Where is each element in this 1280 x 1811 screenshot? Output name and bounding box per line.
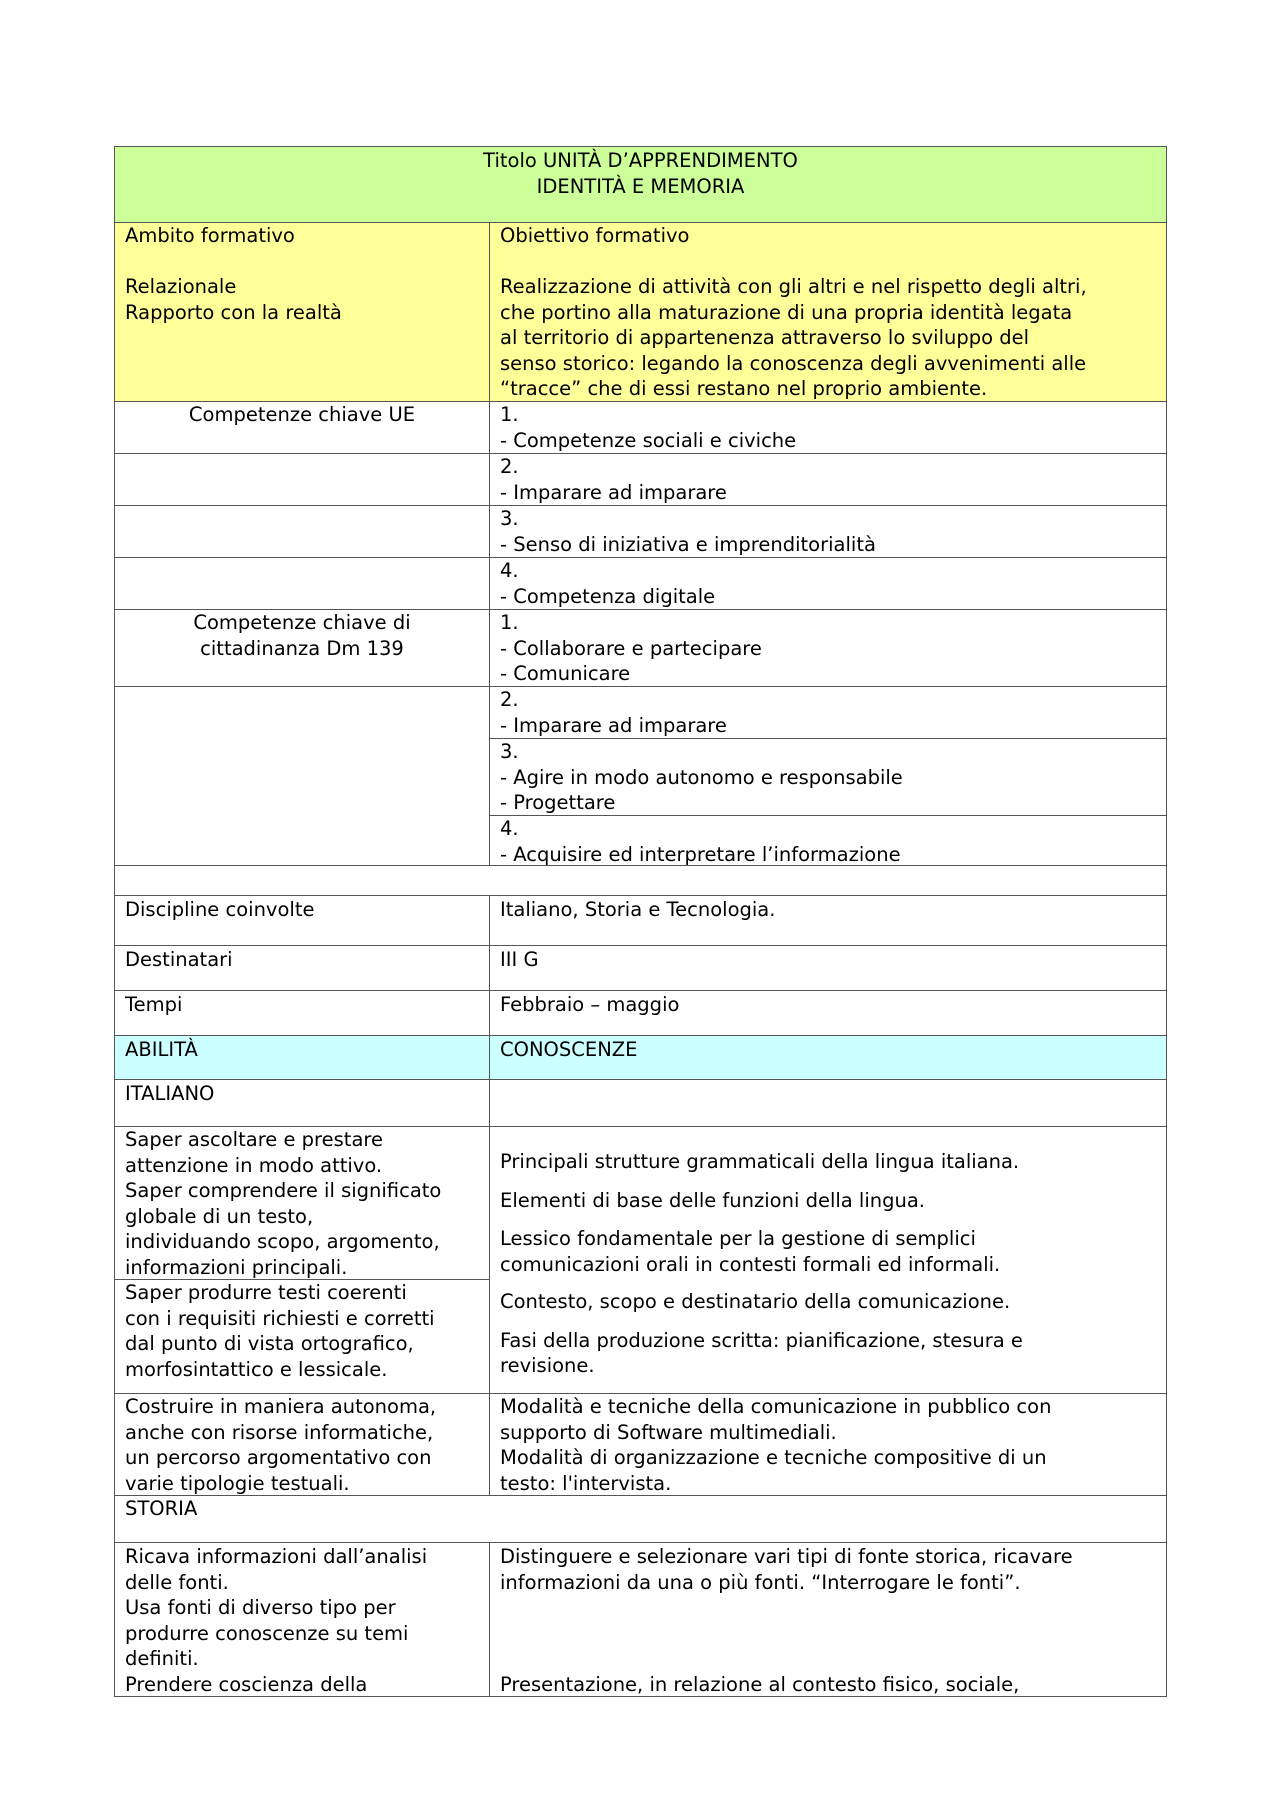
item-text: - Comunicare: [500, 662, 631, 685]
obiettivo-line: che portino alla maturazione di una propria identità legata: [500, 300, 1073, 324]
conoscenze-line: Contesto, scopo e destinatario della comunicazione.: [500, 1290, 1011, 1313]
ambito-cell: [114, 222, 490, 402]
ambito-value-2: Rapporto con la realtà: [125, 300, 342, 324]
competenze-cittadinanza-item-4: [489, 815, 1167, 866]
abilita-header: ABILITÀ: [114, 1035, 490, 1080]
abilita-line: morfosintattico e lessicale.: [125, 1357, 388, 1381]
competenze-ue-row-4: [114, 557, 1167, 610]
conoscenze-line: Principali strutture grammaticali della lingua italiana.: [500, 1150, 1020, 1173]
storia-conoscenze: [489, 1542, 1167, 1697]
abilita-line: Saper produrre testi coerenti: [125, 1281, 407, 1304]
discipline-row: [114, 895, 1167, 946]
italiano-abilita-c: [114, 1393, 490, 1496]
abilita-line: Saper comprendere il significato: [125, 1179, 442, 1202]
italiano-content-row: [114, 1126, 1167, 1394]
conoscenze-line: Modalità di organizzazione e tecniche compositive di un: [500, 1446, 1047, 1469]
italiano-conoscenze: [489, 1126, 1167, 1394]
competenze-cittadinanza-label: [114, 609, 490, 687]
empty-cell: [114, 557, 490, 610]
item-text: - Competenze sociali e civiche: [500, 428, 797, 452]
conoscenze-line: Presentazione, in relazione al contesto fisico, sociale,: [500, 1672, 1020, 1696]
item-text: - Imparare ad imparare: [500, 480, 727, 504]
item-text: - Progettare: [500, 791, 616, 814]
item-number: 3.: [500, 507, 519, 530]
storia-row: [114, 1495, 1167, 1543]
item-number: 4.: [500, 559, 519, 582]
conoscenze-line: Elementi di base delle funzioni della lingua.: [500, 1188, 926, 1212]
conoscenze-line: informazioni da una o più fonti. “Interrogare le fonti”.: [500, 1570, 1021, 1594]
obiettivo-cell: [489, 222, 1167, 402]
conoscenze-line: Lessico fondamentale per la gestione di semplici: [500, 1227, 976, 1250]
abilita-line: un percorso argomentativo con: [125, 1446, 432, 1469]
destinatari-label: Destinatari: [114, 945, 490, 991]
item-text: - Acquisire ed interpretare l’informazione: [500, 842, 901, 866]
competenze-ue-item-1: [489, 401, 1167, 454]
ambito-row: [114, 222, 1167, 402]
competenze-cittadinanza-item-1: [489, 609, 1167, 687]
empty-cell: [114, 686, 490, 866]
empty-cell: [114, 505, 490, 558]
italiano-label: ITALIANO: [114, 1079, 490, 1127]
conoscenze-line: supporto di Software multimediali.: [500, 1420, 837, 1444]
competenze-cittadinanza-rows: [114, 686, 1167, 866]
abilita-line: individuando scopo, argomento,: [125, 1230, 440, 1253]
obiettivo-line: Realizzazione di attività con gli altri e nel rispetto degli altri,: [500, 275, 1087, 298]
title-line-1: Titolo UNITÀ D’APPRENDIMENTO: [483, 149, 798, 172]
abilita-line: Costruire in maniera autonoma,: [125, 1395, 437, 1418]
ambito-value-1: Relazionale: [125, 275, 237, 298]
italiano-abilita-stack: [114, 1126, 490, 1394]
storia-label: STORIA: [114, 1495, 1167, 1543]
spacer-row: [114, 865, 1167, 896]
competenze-ue-row-3: [114, 505, 1167, 558]
obiettivo-line: “tracce” che di essi restano nel proprio ambiente.: [500, 377, 988, 400]
abilita-line: anche con risorse informatiche,: [125, 1420, 434, 1444]
italiano-abilita-a: [114, 1126, 490, 1280]
italiano-row-c: [114, 1393, 1167, 1496]
abilita-line: globale di un testo,: [125, 1204, 314, 1228]
item-text: - Competenza digitale: [500, 584, 716, 608]
obiettivo-line: senso storico: legando la conoscenza degli avvenimenti alle: [500, 351, 1087, 375]
italiano-row: [114, 1079, 1167, 1127]
conoscenze-line: Modalità e tecniche della comunicazione in pubblico con: [500, 1395, 1052, 1418]
item-text: - Senso di iniziativa e imprenditorialità: [500, 532, 876, 556]
title-line-2: IDENTITÀ E MEMORIA: [536, 174, 745, 198]
item-number: 2.: [500, 688, 519, 711]
label-line: cittadinanza Dm 139: [200, 636, 404, 660]
conoscenze-line: revisione.: [500, 1354, 595, 1377]
destinatari-row: [114, 945, 1167, 991]
item-number: 2.: [500, 455, 519, 478]
title-cell: [114, 146, 1167, 223]
abilita-line: delle fonti.: [125, 1570, 229, 1594]
conoscenze-line: testo: l'intervista.: [500, 1471, 672, 1495]
abilita-line: attenzione in modo attivo.: [125, 1153, 383, 1177]
conoscenze-line: Fasi della produzione scritta: pianificazione, stesura e: [500, 1328, 1023, 1352]
title-row: [114, 146, 1167, 223]
item-text: - Collaborare e partecipare: [500, 636, 762, 660]
italiano-abilita-b: [114, 1279, 490, 1394]
competenze-cittadinanza-row-1: [114, 609, 1167, 687]
abilita-line: Saper ascoltare e prestare: [125, 1128, 383, 1151]
abilita-line: definiti.: [125, 1647, 199, 1670]
ambito-label: Ambito formativo: [125, 224, 295, 247]
abilita-line: informazioni principali.: [125, 1255, 348, 1279]
abilita-line: Ricava informazioni dall’analisi: [125, 1545, 428, 1568]
abilita-header-row: [114, 1035, 1167, 1080]
tempi-value: Febbraio – maggio: [489, 990, 1167, 1036]
discipline-label: Discipline coinvolte: [114, 895, 490, 946]
item-text: - Agire in modo autonomo e responsabile: [500, 765, 903, 789]
empty-cell: [114, 865, 1167, 896]
competenze-ue-label: Competenze chiave UE: [114, 401, 490, 454]
conoscenze-header: CONOSCENZE: [489, 1035, 1167, 1080]
abilita-line: varie tipologie testuali.: [125, 1471, 350, 1495]
obiettivo-line: al territorio di appartenenza attraverso lo sviluppo del: [500, 326, 1030, 349]
destinatari-value: III G: [489, 945, 1167, 991]
item-text: - Imparare ad imparare: [500, 713, 727, 737]
empty-cell: [489, 1079, 1167, 1127]
abilita-line: Usa fonti di diverso tipo per: [125, 1596, 396, 1619]
storia-content-row: [114, 1542, 1167, 1697]
competenze-cittadinanza-item-3: [489, 738, 1167, 816]
tempi-label: Tempi: [114, 990, 490, 1036]
discipline-value: Italiano, Storia e Tecnologia.: [489, 895, 1167, 946]
conoscenze-line: comunicazioni orali in contesti formali ed informali.: [500, 1252, 1001, 1276]
empty-cell: [114, 453, 490, 506]
item-number: 1.: [500, 403, 519, 426]
competenze-ue-item-3: [489, 505, 1167, 558]
competenze-ue-item-4: [489, 557, 1167, 610]
abilita-line: con i requisiti richiesti e corretti: [125, 1306, 435, 1330]
competenze-ue-row-1: [114, 401, 1167, 454]
item-number: 3.: [500, 740, 519, 763]
abilita-line: Prendere coscienza della: [125, 1672, 368, 1696]
tempi-row: [114, 990, 1167, 1036]
competenze-ue-item-2: [489, 453, 1167, 506]
storia-abilita: [114, 1542, 490, 1697]
abilita-line: dal punto di vista ortografico,: [125, 1332, 414, 1355]
competenze-cittadinanza-item-2: [489, 686, 1167, 739]
italiano-conoscenze-c: [489, 1393, 1167, 1496]
abilita-line: produrre conoscenze su temi: [125, 1621, 409, 1645]
competenze-ue-row-2: [114, 453, 1167, 506]
competenze-cittadinanza-stack: [489, 686, 1167, 866]
item-number: 4.: [500, 817, 519, 840]
obiettivo-label: Obiettivo formativo: [500, 224, 690, 247]
label-line: Competenze chiave di: [193, 611, 411, 634]
item-number: 1.: [500, 611, 519, 634]
conoscenze-line: Distinguere e selezionare vari tipi di fonte storica, ricavare: [500, 1545, 1073, 1568]
